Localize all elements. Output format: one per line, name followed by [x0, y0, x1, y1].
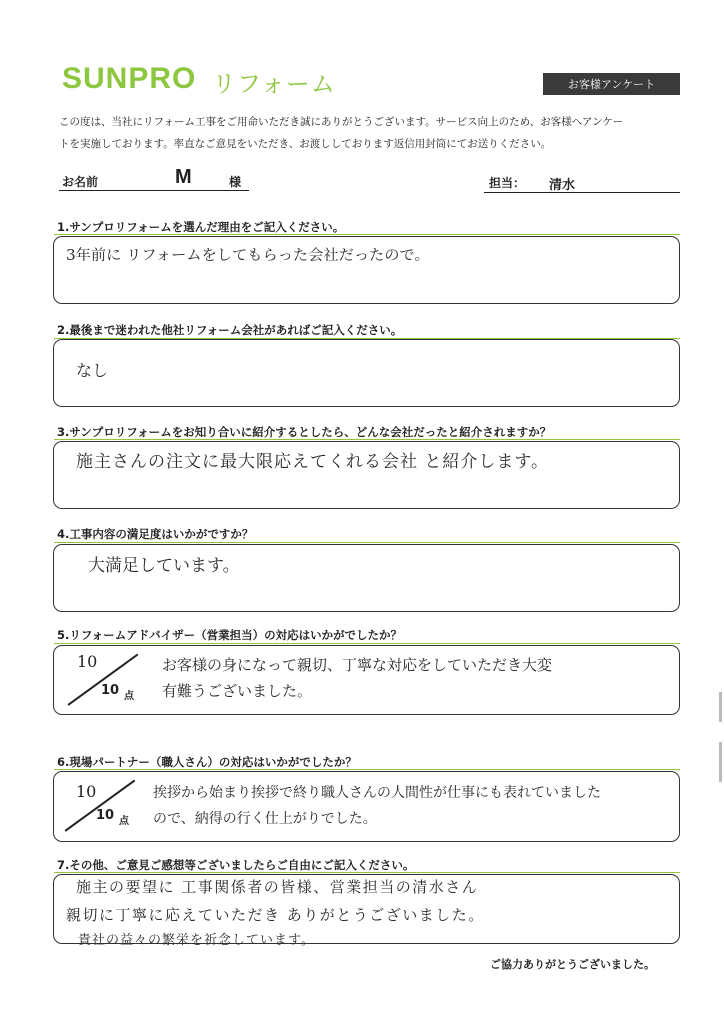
question-7-answer-line-1: 施主の要望に 工事関係者の皆様、営業担当の清水さん [76, 878, 479, 896]
name-underline [59, 190, 249, 191]
question-1-answer-line-1: 3年前に リフォームをしてもらった会社だったので。 [66, 248, 430, 264]
question-7-answer-line-2: 親切に丁寧に応えていただき ありがとうございました。 [66, 906, 485, 924]
name-honorific: 様 [229, 175, 242, 189]
question-1-title: 1.サンプロリフォームを選んだ理由をご記入ください。 [57, 220, 345, 234]
question-5-score-value: 10 [101, 683, 120, 698]
brand-logo-sunpro: SUNPRO [62, 62, 197, 95]
question-7-title: 7.その他、ご意見ご感想等ございましたらご自由にご記入ください。 [57, 858, 415, 872]
question-2-title: 2.最後まで迷われた他社リフォーム会社があればご記入ください。 [57, 323, 403, 337]
question-4-rule [54, 542, 680, 543]
survey-tag: お客様アンケート [543, 73, 680, 95]
footer-thanks: ご協力ありがとうございました。 [490, 958, 655, 971]
question-5-answer-line-1: お客様の身になって親切、丁寧な対応をしていただき大変 [162, 656, 553, 674]
question-2-answer-box [53, 339, 680, 407]
question-5-score-unit: 点 [124, 691, 134, 702]
question-7-answer-line-3: 貴社の益々の繁栄を祈念しています。 [78, 933, 315, 948]
name-label: お名前 [62, 175, 99, 189]
question-6-title: 6.現場パートナー（職人さん）の対応はいかがでしたか？ [57, 755, 357, 769]
question-4-title: 4.工事内容の満足度はいかがですか？ [57, 527, 254, 541]
question-6-score-value: 10 [96, 808, 115, 823]
staff-label: 担当： [489, 176, 526, 190]
question-4-answer-line-1: 大満足しています。 [88, 556, 240, 576]
name-value: M [175, 166, 192, 188]
staff-underline [484, 192, 680, 193]
question-5-score-handwritten: 10 [77, 652, 98, 671]
question-6-score-handwritten: 10 [76, 782, 97, 801]
question-7-rule [54, 872, 680, 873]
question-3-answer-line-1: 施主さんの注文に最大限応えてくれる会社 と紹介します。 [76, 452, 550, 472]
question-6-score-unit: 点 [119, 816, 129, 827]
question-3-rule [54, 439, 680, 440]
question-2-answer-line-1: なし [76, 361, 109, 380]
intro-line-1: この度は、当社にリフォーム工事をご用命いただき誠にありがとうございます。サービス向上のため、お客様へアンケー [59, 116, 624, 128]
question-6-answer-line-2: ので、納得の行く仕上がりでした。 [153, 811, 377, 827]
brand-logo-kana: リフォーム [212, 70, 336, 98]
scan-edge-mark-top [719, 692, 722, 722]
question-3-title: 3.サンプロリフォームをお知り合いに紹介するとしたら、どんな会社だったと紹介されますか？ [57, 425, 552, 439]
question-6-rule [54, 769, 680, 770]
question-5-rule [54, 643, 680, 644]
question-6-answer-line-1: 挨拶から始まり挨拶で終り職人さんの人間性が仕事にも表れていました [153, 785, 601, 801]
question-5-title: 5.リフォームアドバイザー（営業担当）の対応はいかがでしたか？ [57, 628, 403, 642]
staff-value: 清水 [549, 178, 576, 193]
scan-edge-mark-bottom [719, 742, 722, 782]
intro-line-2: トを実施しております。率直なご意見をいただき、お渡ししております返信用封筒にてお送りください。 [59, 138, 552, 150]
question-5-answer-line-2: 有難うございました。 [162, 682, 313, 700]
question-1-rule [54, 234, 680, 235]
